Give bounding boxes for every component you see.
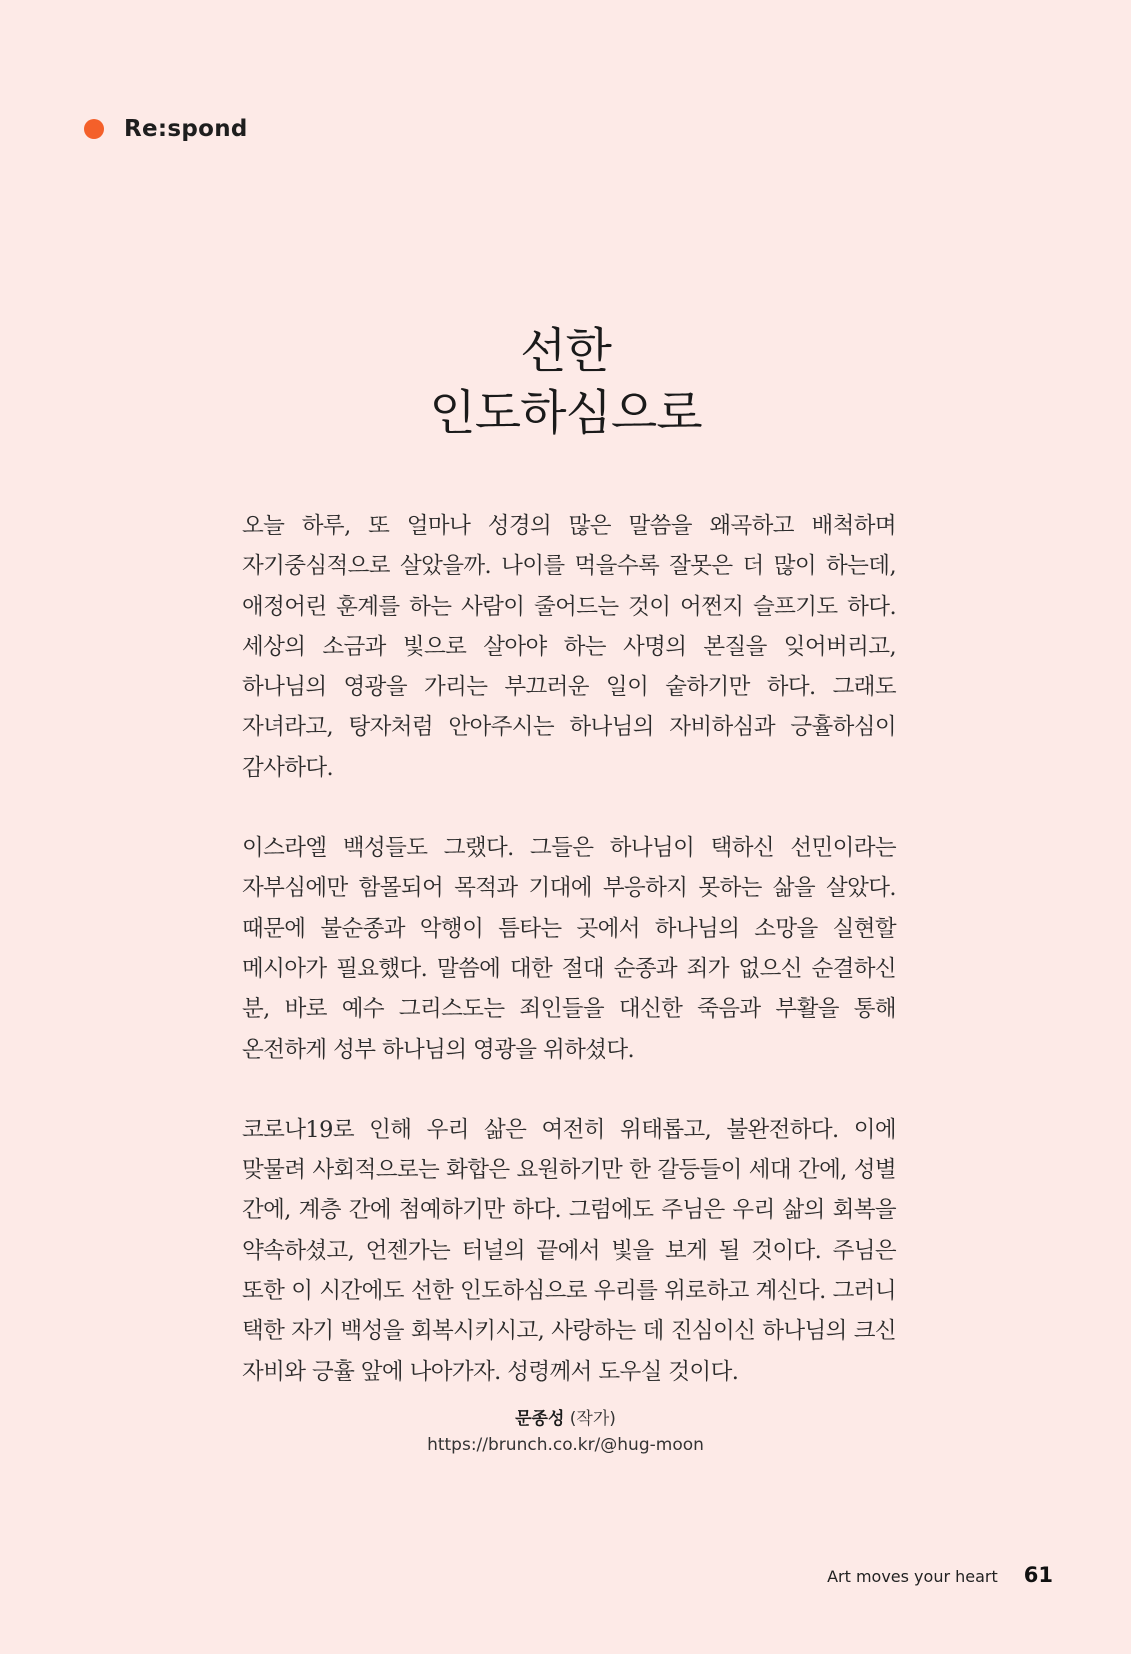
section-label-text: Re:spond bbox=[124, 116, 248, 142]
author-url[interactable]: https://brunch.co.kr/@hug-moon bbox=[427, 1435, 704, 1455]
author-credit bbox=[0, 1406, 1131, 1458]
article-body bbox=[242, 506, 896, 1432]
paragraph-2: 이스라엘 백성들도 그랬다. 그들은 하나님이 택하신 선민이라는 자부심에만 함몰되어 목적과 기대에 부응하지 못하는 삶을 살았다. 때문에 불순종과 악행이 틈타는 곳에서 하나님의 소망을 실현할 메시아가 필요했다. 말씀에 대한 절대 순종과 죄가 없으신 순결하신 분, 바로 예수 그리스도는 죄인들을 대신한 죽음과 부활을 통해 온전하게 성부 하나님의 영광을 위하셨다. bbox=[242, 835, 896, 1063]
title-line-2: 인도하심으로 bbox=[429, 385, 702, 441]
article-title bbox=[0, 320, 1131, 444]
section-label bbox=[84, 112, 248, 146]
page-footer bbox=[827, 1563, 1053, 1587]
author-name: 문종성 bbox=[515, 1409, 565, 1429]
footer-tagline: Art moves your heart bbox=[827, 1567, 998, 1586]
author-role: (작가) bbox=[569, 1409, 616, 1429]
page-number: 61 bbox=[1023, 1563, 1053, 1587]
author-line bbox=[0, 1406, 1131, 1432]
paragraph-1: 오늘 하루, 또 얼마나 성경의 많은 말씀을 왜곡하고 배척하며 자기중심적으로 살았을까. 나이를 먹을수록 잘못은 더 많이 하는데, 애정어린 훈계를 하는 사람이 줄어드는 것이 어쩐지 슬프기도 하다. 세상의 소금과 빛으로 살아야 하는 사명의 본질을 잊어버리고, 하나님의 영광을 가리는 부끄러운 일이 숱하기만 하다. 그래도 자녀라고, 탕자처럼 안아주시는 하나님의 자비하심과 긍휼하심이 감사하다. bbox=[242, 513, 896, 781]
orange-dot-icon bbox=[84, 119, 104, 139]
title-line-1: 선한 bbox=[520, 323, 611, 379]
paragraph-3: 코로나19로 인해 우리 삶은 여전히 위태롭고, 불완전하다. 이에 맞물려 사회적으로는 화합은 요원하기만 한 갈등들이 세대 간에, 성별 간에, 계층 간에 첨예하기만 하다. 그럼에도 주님은 우리 삶의 회복을 약속하셨고, 언젠가는 터널의 끝에서 빛을 보게 될 것이다. 주님은 또한 이 시간에도 선한 인도하심으로 우리를 위로하고 계신다. 그러니 택한 자기 백성을 회복시키시고, 사랑하는 데 진심이신 하나님의 크신 자비와 긍휼 앞에 나아가자. 성령께서 도우실 것이다. bbox=[242, 1116, 896, 1385]
